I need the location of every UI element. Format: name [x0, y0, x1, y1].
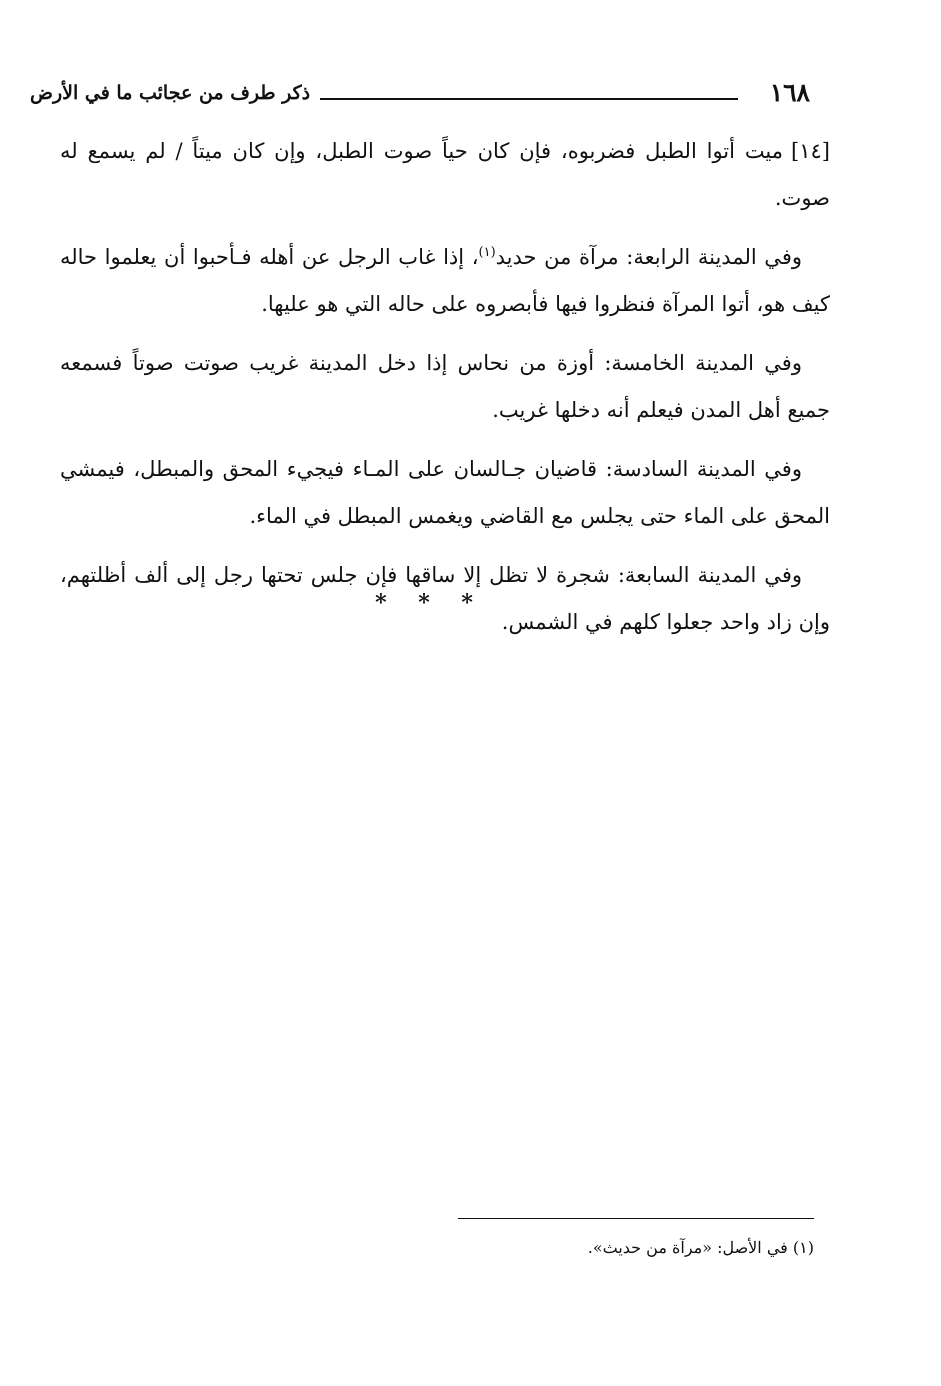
body-text	[60, 128, 830, 658]
header-rule	[320, 98, 738, 100]
footnote-reference[interactable]: (١)	[478, 245, 496, 260]
paragraph-4: وفي المدينة السادسة: قاضيان جـالسان على المـاء فيجيء المحق والمبطل، فيمشي المحق على الماء حتى يجلس مع القاضي ويغمس المبطل في الماء.	[60, 457, 830, 528]
paragraph-2	[60, 234, 830, 328]
manuscript-folio-marker: [١٤]	[791, 139, 830, 163]
section-separator: * * *	[375, 590, 485, 616]
running-header	[30, 78, 810, 112]
paragraph-1-text: ميت أتوا الطبل فضربوه، فإن كان حياً صوت الطبل، وإن كان ميتاً / لم يسمع له صوت.	[60, 139, 830, 210]
running-title: ذكر طرف من عجائب ما في الأرض	[30, 82, 311, 104]
paragraph-2-text-after: ، إذا غاب الرجل عن أهله فـأحبوا أن يعلموا حاله كيف هو، أتوا المرآة فنظروا فيها فأبصروه على حاله التي هو عليها.	[60, 245, 830, 316]
page-number: ١٦٨	[769, 78, 810, 107]
footnote-rule	[458, 1218, 814, 1219]
paragraph-1	[60, 128, 830, 222]
paragraph-2-text-before: وفي المدينة الرابعة: مرآة من حديد	[495, 245, 802, 269]
footnote-1: (١) في الأصل: «مرآة من حديث».	[587, 1238, 814, 1257]
paragraph-5: وفي المدينة السابعة: شجرة لا تظل إلا ساقها فإن جلس تحتها رجل إلى ألف أظلتهم، وإن زاد واحد جعلوا كلهم في الشمس.	[60, 563, 830, 634]
paragraph-3: وفي المدينة الخامسة: أوزة من نحاس إذا دخل المدينة غريب صوتت صوتاً فسمعه جميع أهل المدن فيعلم أنه دخلها غريب.	[60, 351, 830, 422]
